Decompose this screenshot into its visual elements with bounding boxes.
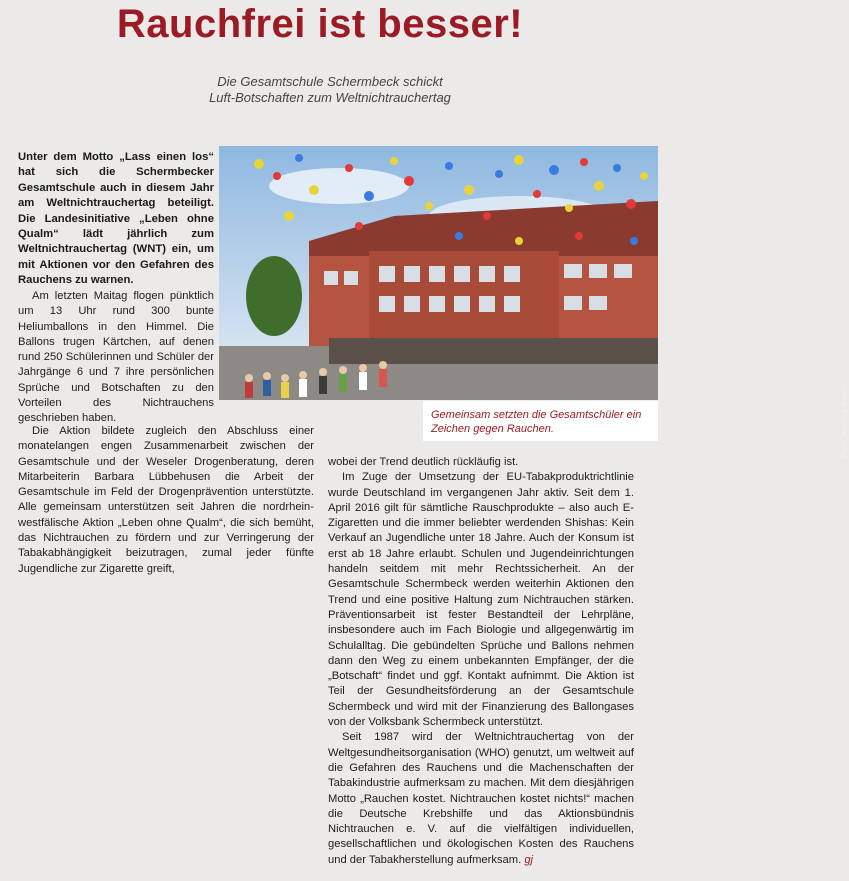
body-column-right (328, 455, 634, 868)
photo-caption: Gemeinsam setzten die Gesamtschüler ein Zeichen gegen Rauchen. (423, 401, 658, 441)
photo-credit: Foto: Andrea Bartel (839, 384, 849, 458)
body-paragraph-4: Im Zuge der Umsetzung der EU-Tabakproduktrichtlinie wurde Deutschland im vergangenen Jahr aktiv. Seit dem 1. April 2016 gilt für sämtliche Rauschprodukte – also auch E-Zigaretten und die immer beliebter werdenden Shishas: Kein Verkauf an Jugendliche unter 18 Jahre. Auch der Konsum ist erst ab 18 Jahre erlaubt. Schulen und Jugendeinrichtungen handeln seitdem mit mehr Rechtssicherheit. An der Gesamtschule Schermbeck werden weiterhin Aktionen den Trend und eine positive Haltung zum Nichtrauchen stärken. Präventionsarbeit ist fester Bestandteil der Lehrpläne, insbesondere auch im Fach Biologie und allgegenwärtig im Schulalltag. Die gebündelten Sprüche und Ballons nehmen dann den Weg zu einem unbekannten Empfänger, der die „Botschaft“ findet und ggf. Kontakt aufnimmt. Die Aktion ist Teil der Gesundheitsförderung an der Gesamtschule Schermbeck und wird mit der Finanzierung des Ballongases von der Volksbank Schermbeck unterstützt. (328, 471, 634, 729)
body-paragraph-2: Die Aktion bildete zugleich den Abschluss einer monatelangen engen Zusammenarbeit zwischen der Gesamtschule und der Weseler Drogenberatung, deren Mitarbeiterin Barbara Lübbehusen die Arbeit der Gesamtschule im Feld der Drogenprävention unterstützte. Alle gemeinsam unterstützen seit Jahren die nordrhein-westfälische Aktion „Leben ohne Qualm“, die sich bemüht, das Nichtrauchen zu fördern und zur Verringerung der Tabakabhängigkeit beizutragen, zumal jeder fünfte Jugendliche zur Zigarette greift, (18, 425, 314, 575)
body-column-left-top (18, 289, 214, 427)
subline-line-2: Luft-Botschaften zum Weltnichtrauchertag (209, 90, 451, 105)
author-initials: gj (524, 853, 534, 866)
subline (150, 74, 510, 106)
intro-paragraph: Unter dem Motto „Lass einen los“ hat sich die Schermbecker Gesamtschule auch in diesem Jahr am Weltnichtrauchertag beteiligt. Die Landesinitiative „Leben ohne Qualm“ lädt jährlich zum Weltnichtrauchertag (WNT) ein, um mit Aktionen vor den Gefahren des Rauchens zu warnen. (18, 151, 214, 287)
body-paragraph-5 (328, 730, 634, 868)
body-paragraph-1: Am letzten Maitag flogen pünktlich um 13 Uhr rund 300 bunte Heliumballons in den Himmel. Die Ballons trugen Kärtchen, auf denen rund 250 Schülerinnen und Schüler der Jahrgänge 6 und 7 ihre persönlichen Sprüche und Botschaften zu den Vorteilen des Nichtrauchens geschrieben haben. (18, 290, 214, 425)
body-column-left-bottom (18, 424, 314, 577)
photo-school-balloons (219, 146, 658, 400)
body-paragraph-5-text: Seit 1987 wird der Weltnichtrauchertag von der Weltgesundheitsorganisation (WHO) genutzt, um weltweit auf die Gefahren des Rauchens und die Machenschaften der Tabakindustrie aufmerksam zu machen. Mit dem diesjährigen Motto „Rauchen kostet. Nichtrauchen kostet nichts!“ machen die Deutsche Krebshilfe und das Aktionsbündnis Nichtrauchen e. V. auf die vielfältigen individuellen, gesellschaftlichen und ökologischen Kosten des Rauchens und der Tabakherstellung aufmerksam. (328, 731, 634, 866)
subline-line-1: Die Gesamtschule Schermbeck schickt (217, 74, 443, 89)
headline: Rauchfrei ist besser! (116, 2, 524, 46)
body-paragraph-3: wobei der Trend deutlich rückläufig ist. (328, 456, 519, 468)
